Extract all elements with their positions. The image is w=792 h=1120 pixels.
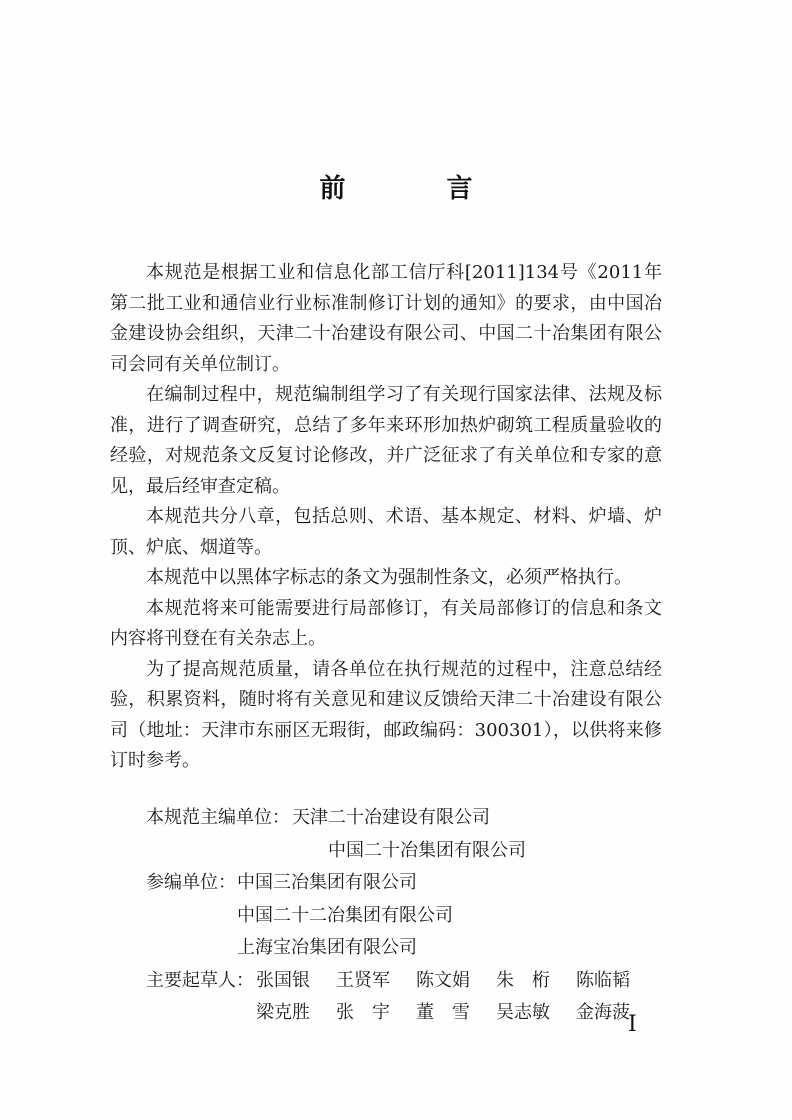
chief-unit: 中国二十冶集团有限公司 bbox=[328, 839, 526, 861]
chief-unit-row-2 bbox=[110, 835, 670, 868]
participating-unit: 上海宝冶集团有限公司 bbox=[237, 937, 417, 958]
drafters-row-2 bbox=[110, 997, 670, 1030]
page-number: I bbox=[628, 1012, 637, 1037]
drafter-name: 吴志敏 bbox=[496, 1002, 550, 1023]
paragraph-basis: 本规范是根据工业和信息化部工信厅科[2011]134号《2011年第二批工业和通信业行业标准制修订计划的通知》的要求，由中国冶金建设协会组织，天津二十冶建设有限公司、中国二十冶集团有限公司会同有关单位制订。 bbox=[110, 262, 662, 375]
preface-body bbox=[110, 258, 662, 777]
drafter-name: 金海菠 bbox=[576, 1002, 630, 1023]
drafters-names-2 bbox=[256, 997, 630, 1030]
participating-unit-row-3 bbox=[110, 932, 670, 965]
participating-unit-row-2 bbox=[110, 900, 670, 933]
chief-units-label: 本规范主编单位： bbox=[146, 807, 290, 828]
signatories bbox=[110, 802, 670, 1030]
chief-unit-row-1 bbox=[110, 802, 670, 835]
paragraph-mandatory: 本规范中以黑体字标志的条文为强制性条文，必须严格执行。 bbox=[146, 567, 632, 588]
paragraph-revision: 本规范将来可能需要进行局部修订，有关局部修订的信息和条文内容将刊登在有关杂志上。 bbox=[110, 597, 662, 649]
page-title: 前 言 bbox=[319, 174, 519, 204]
drafters-row-1 bbox=[110, 965, 670, 998]
participating-unit-row-1 bbox=[110, 867, 670, 900]
participating-unit: 中国二十二冶集团有限公司 bbox=[237, 904, 453, 926]
drafter-name: 张 宇 bbox=[336, 1002, 390, 1023]
participating-units-label: 参编单位： bbox=[146, 872, 236, 893]
drafter-name: 董 雪 bbox=[416, 1002, 470, 1023]
participating-unit: 中国三冶集团有限公司 bbox=[237, 872, 417, 893]
drafters-label: 主要起草人： bbox=[146, 969, 254, 991]
paragraph-chapters: 本规范共分八章，包括总则、术语、基本规定、材料、炉墙、炉顶、炉底、烟道等。 bbox=[110, 506, 662, 558]
drafter-name: 张国银 bbox=[256, 969, 310, 991]
drafter-name: 朱 桁 bbox=[496, 969, 550, 991]
chief-unit: 天津二十冶建设有限公司 bbox=[292, 807, 490, 828]
paragraph-process: 在编制过程中，规范编制组学习了有关现行国家法律、法规及标准，进行了调查研究，总结了多年来环形加热炉砌筑工程质量验收的经验，对规范条文反复讨论修改，并广泛征求了有关单位和专家的意见，最后经审查定稿。 bbox=[110, 384, 662, 497]
paragraph-feedback: 为了提高规范质量，请各单位在执行规范的过程中，注意总结经验，积累资料，随时将有关意见和建议反馈给天津二十冶建设有限公司（地址：天津市东丽区无瑕街，邮政编码：300301），以供将来修订时参考。 bbox=[110, 658, 662, 771]
drafter-name: 陈文娟 bbox=[416, 969, 470, 991]
drafter-name: 陈临韬 bbox=[576, 969, 630, 991]
drafter-name: 梁克胜 bbox=[256, 1002, 310, 1023]
drafter-name: 王贤军 bbox=[336, 969, 390, 991]
drafters-names-1 bbox=[256, 965, 630, 998]
